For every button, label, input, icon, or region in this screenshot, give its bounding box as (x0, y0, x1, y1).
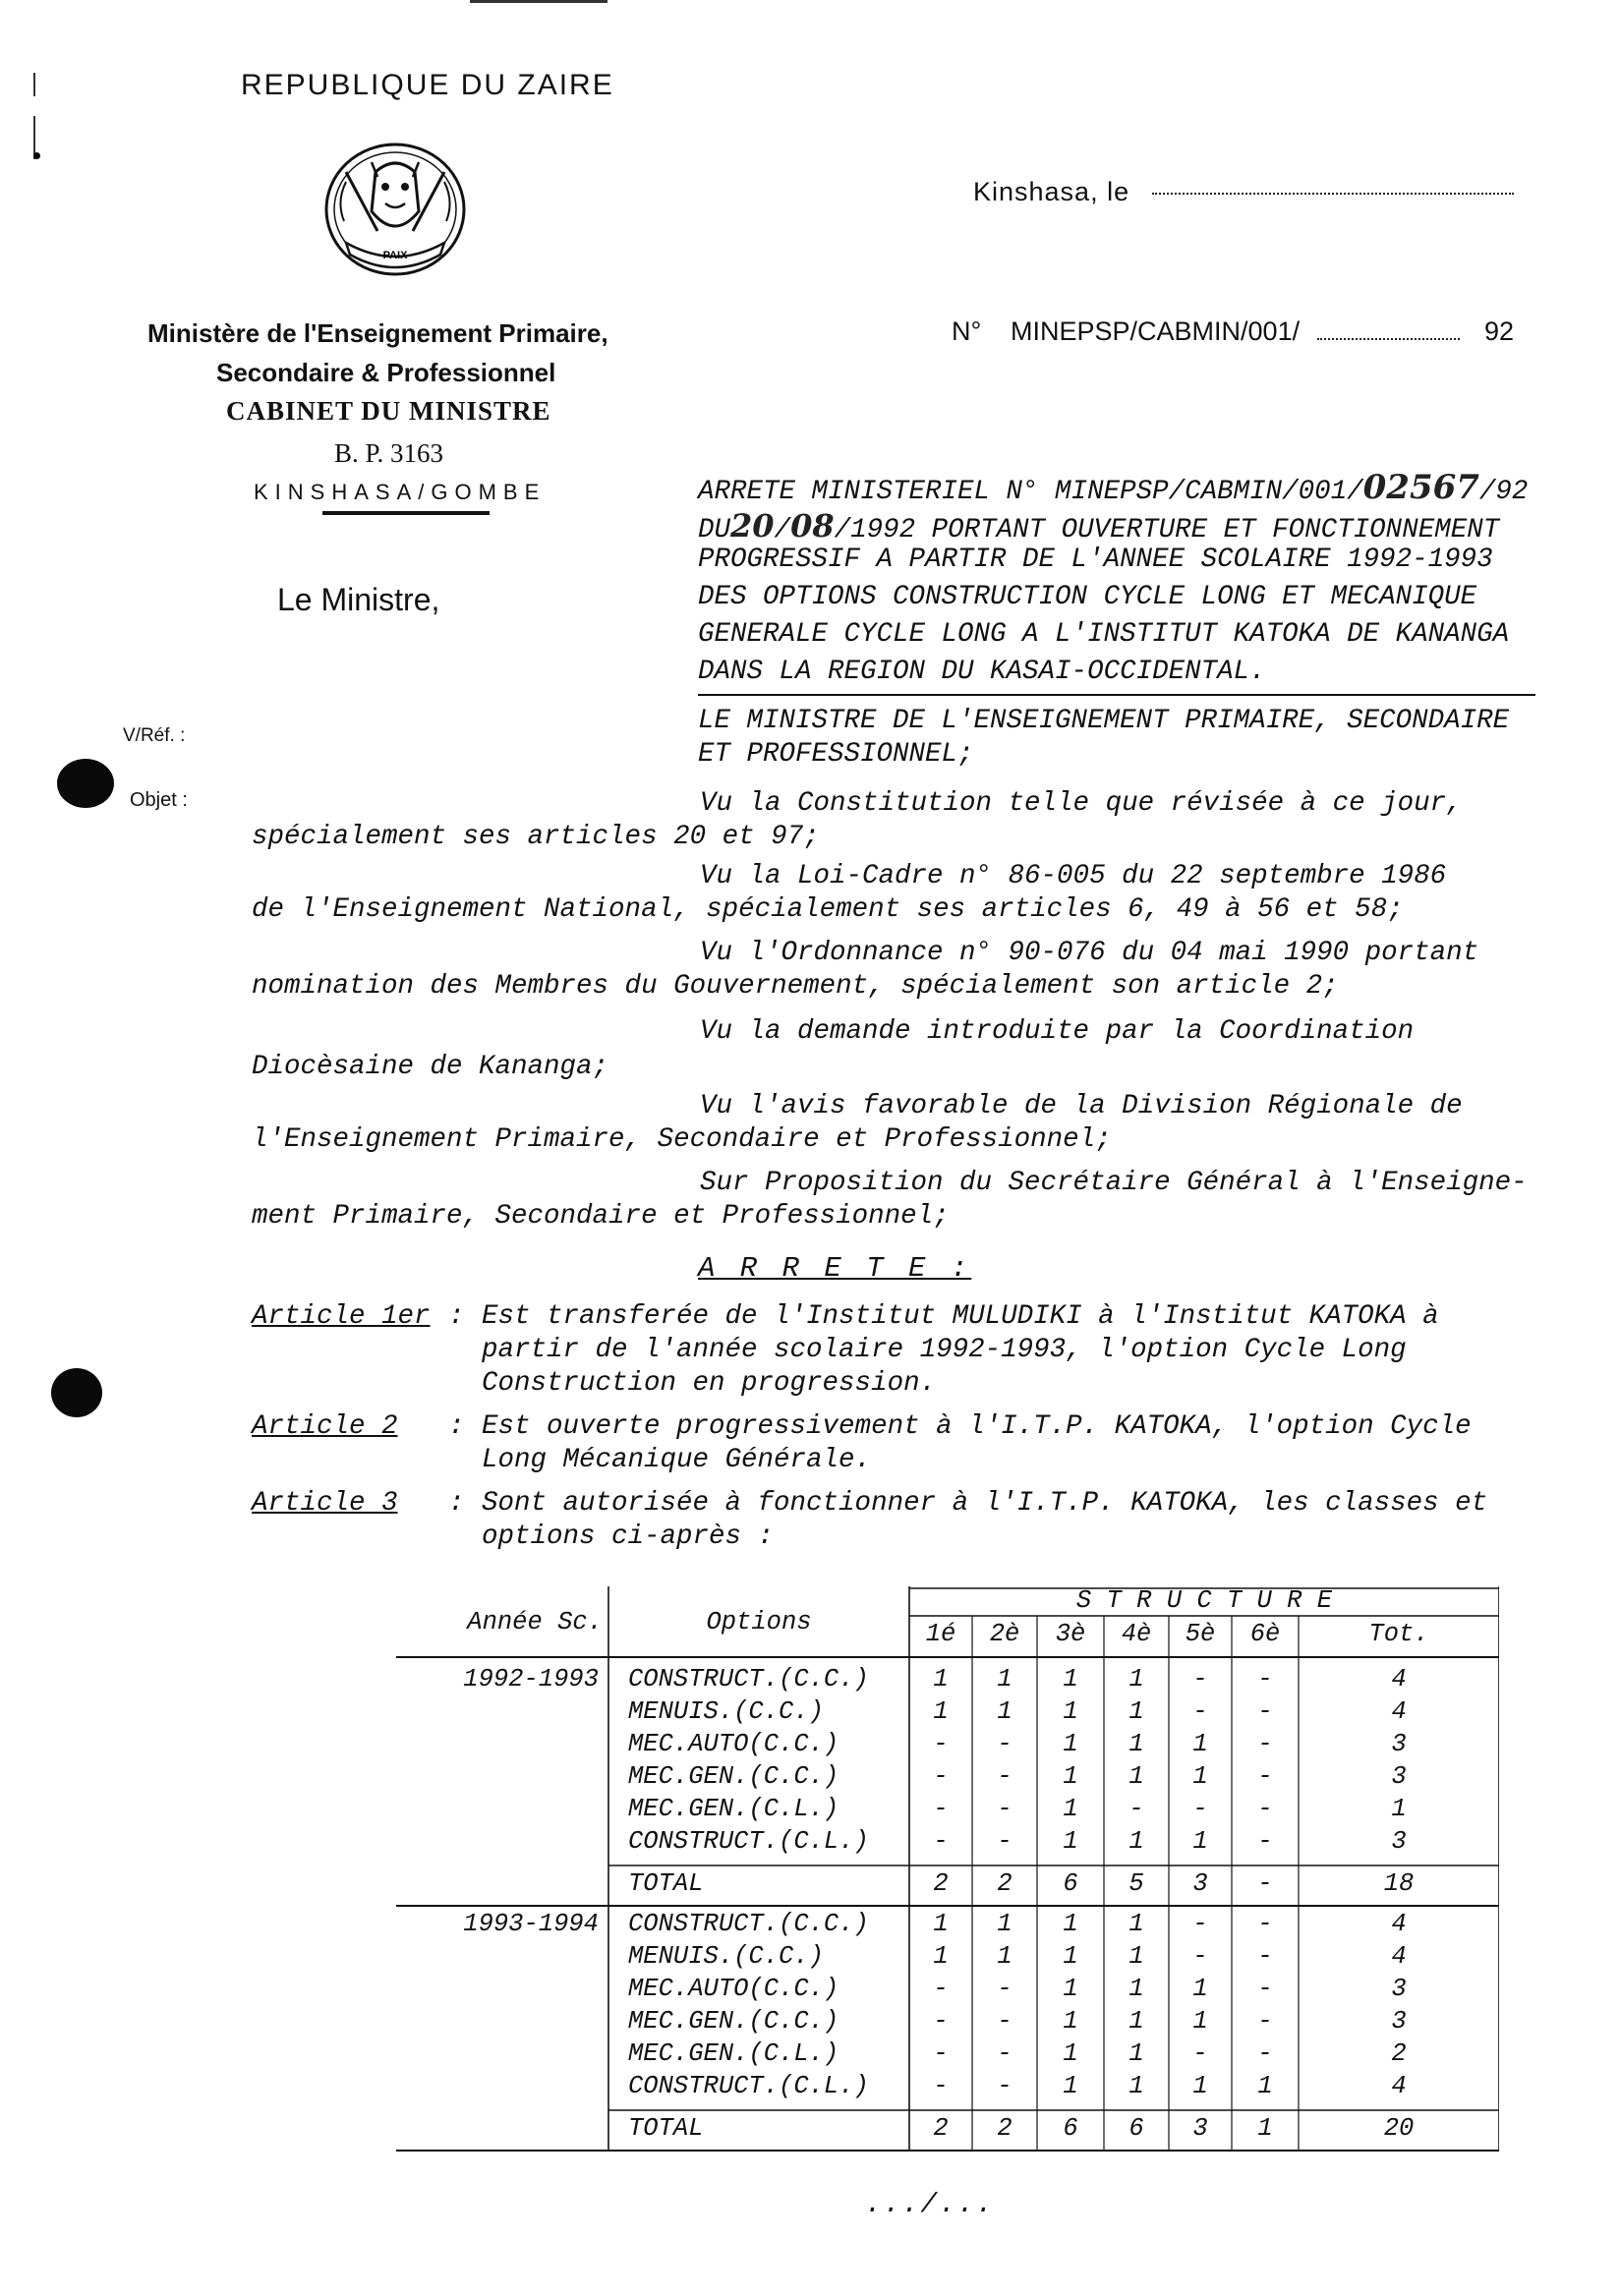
structure-value: 1 (1128, 1697, 1144, 1726)
option-name: CONSTRUCT.(C.L.) (628, 1827, 869, 1856)
structure-value: 1 (1063, 1730, 1078, 1758)
structure-value: 1 (1128, 2039, 1144, 2068)
structure-value: 1 (1063, 1827, 1078, 1856)
structure-value: 1 (1128, 1975, 1144, 2003)
structure-value: - (1128, 1795, 1144, 1823)
structure-value: - (1257, 1762, 1273, 1791)
handwritten-day: 20 (730, 507, 775, 545)
structure-value: - (933, 1730, 949, 1758)
reference-number-label: N° (952, 316, 982, 346)
structure-value: - (997, 1795, 1012, 1823)
structure-value: - (1257, 1697, 1273, 1726)
structure-value: 3 (1391, 1762, 1407, 1791)
article-1-text: partir de l'année scolaire 1992-1993, l'option Cycle Long (482, 1335, 1407, 1365)
structure-value: - (1192, 1697, 1208, 1726)
structure-value: 1 (1257, 2072, 1273, 2100)
total-value: - (1257, 1869, 1273, 1898)
total-value: 5 (1128, 1869, 1144, 1898)
title-text: DU (698, 515, 731, 545)
total-value: 6 (1128, 2114, 1144, 2143)
structure-column-header: Tot. (1368, 1620, 1429, 1648)
handwritten-month: 08 (790, 507, 835, 545)
title-line-2 (698, 507, 1499, 545)
punch-hole (33, 152, 40, 159)
total-value: 3 (1192, 1869, 1208, 1898)
title-text: ARRETE MINISTERIEL N° MINEPSP/CABMIN/001/ (698, 477, 1363, 507)
vu-ordonnance-cont: nomination des Membres du Gouvernement, spécialement son article 2; (252, 971, 1339, 1002)
city-district: KINSHASA/GOMBE (254, 480, 547, 504)
option-name: MEC.AUTO(C.C.) (628, 1975, 839, 2003)
structure-value: - (933, 1975, 949, 2003)
title-line-3: PROGRESSIF A PARTIR DE L'ANNEE SCOLAIRE 1992-1993 (698, 545, 1493, 575)
ministry-name-line1: Ministère de l'Enseignement Primaire, (147, 318, 608, 348)
structure-value: - (997, 1827, 1012, 1856)
structure-value: 1 (997, 1697, 1012, 1726)
vu-avis: Vu l'avis favorable de la Division Régionale de (700, 1091, 1463, 1121)
title-line-5: GENERALE CYCLE LONG A L'INSTITUT KATOKA DE KANANGA (698, 619, 1510, 650)
structure-value: - (1257, 2007, 1273, 2036)
structure-value: 1 (933, 1910, 949, 1938)
structure-value: 4 (1391, 1910, 1407, 1938)
total-value: 2 (997, 1869, 1012, 1898)
article-1-label: Article 1er (252, 1301, 431, 1332)
structure-value: 1 (997, 1665, 1012, 1693)
total-label: TOTAL (628, 1869, 704, 1898)
continuation-marker: .../... (865, 2190, 995, 2220)
article-3-text: options ci-après : (482, 1521, 775, 1552)
structure-value: - (1257, 1910, 1273, 1938)
place-date-label: Kinshasa, le (973, 177, 1130, 206)
article-2-text: Long Mécanique Générale. (482, 1445, 872, 1475)
title-text: / (774, 515, 791, 545)
structure-value: 1 (1128, 1942, 1144, 1971)
structure-value: - (933, 1795, 949, 1823)
structure-value: 1 (1128, 2072, 1144, 2100)
vu-constitution: Vu la Constitution telle que révisée à ce jour, (700, 788, 1463, 819)
structure-value: - (933, 2072, 949, 2100)
structure-value: 1 (1063, 2039, 1078, 2068)
divider (322, 511, 490, 515)
structure-value: 3 (1391, 1730, 1407, 1758)
option-name: MEC.AUTO(C.C.) (628, 1730, 839, 1758)
vu-avis-cont: l'Enseignement Primaire, Secondaire et Professionnel; (252, 1124, 1112, 1155)
structure-value: 1 (933, 1697, 949, 1726)
article-3-text: Sont autorisée à fonctionner à l'I.T.P. KATOKA, les classes et (482, 1488, 1488, 1519)
article-2-colon: : (448, 1411, 465, 1442)
structure-value: - (1257, 1665, 1273, 1693)
minister-line-2: ET PROFESSIONNEL; (698, 739, 974, 770)
structure-value: 3 (1391, 1827, 1407, 1856)
top-rule (470, 0, 608, 3)
structure-value: 1 (1192, 1730, 1208, 1758)
date-blank-line (1152, 193, 1514, 195)
structure-value: - (1257, 1942, 1273, 1971)
structure-value: 1 (1063, 1697, 1078, 1726)
structure-value: 1 (1063, 1795, 1078, 1823)
total-value: 6 (1063, 2114, 1078, 2143)
total-value: 3 (1192, 2114, 1208, 2143)
title-line-4: DES OPTIONS CONSTRUCTION CYCLE LONG ET MECANIQUE (698, 582, 1477, 612)
structure-value: 1 (933, 1665, 949, 1693)
structure-value: 1 (1128, 1827, 1144, 1856)
your-reference-label: V/Réf. : (123, 725, 186, 746)
structure-value: - (997, 2072, 1012, 2100)
article-3-colon: : (448, 1488, 465, 1519)
vu-constitution-cont: spécialement ses articles 20 et 97; (252, 822, 820, 852)
structure-value: - (1192, 2039, 1208, 2068)
structure-value: - (997, 1975, 1012, 2003)
structure-column-header: 1é (925, 1620, 956, 1648)
punch-hole (51, 1368, 102, 1417)
sur-proposition: Sur Proposition du Secrétaire Général à l'Enseigne- (700, 1168, 1528, 1198)
structure-value: 1 (1391, 1795, 1407, 1823)
article-2-label: Article 2 (252, 1411, 398, 1442)
vu-demande-cont: Diocèsaine de Kananga; (252, 1052, 609, 1082)
structure-value: 1 (1192, 1975, 1208, 2003)
structure-value: - (997, 2039, 1012, 2068)
seal-motto: PAIX (382, 250, 408, 261)
po-box: B. P. 3163 (334, 438, 444, 468)
title-underline (698, 694, 1535, 696)
structure-value: 1 (1128, 1910, 1144, 1938)
total-value: 2 (933, 1869, 949, 1898)
option-name: MEC.GEN.(C.C.) (628, 1762, 839, 1791)
vu-demande: Vu la demande introduite par la Coordination (700, 1016, 1415, 1047)
structure-value: 4 (1391, 2072, 1407, 2100)
structure-value: 1 (1192, 1827, 1208, 1856)
structure-value: 1 (997, 1910, 1012, 1938)
structure-value: - (997, 1762, 1012, 1791)
option-name: MENUIS.(C.C.) (628, 1942, 824, 1971)
title-text: /92 (1478, 477, 1529, 507)
vu-loi-cadre-cont: de l'Enseignement National, spécialement ses articles 6, 49 à 56 et 58; (252, 894, 1404, 925)
title-line-6: DANS LA REGION DU KASAI-OCCIDENTAL. (698, 657, 1266, 687)
option-name: MEC.GEN.(C.C.) (628, 2007, 839, 2036)
structure-value: - (933, 1762, 949, 1791)
structure-value: - (1192, 1665, 1208, 1693)
structure-value: - (1192, 1795, 1208, 1823)
option-name: CONSTRUCT.(C.L.) (628, 2072, 869, 2100)
total-label: TOTAL (628, 2114, 704, 2143)
total-value: 2 (933, 2114, 949, 2143)
option-name: MEC.GEN.(C.L.) (628, 2039, 839, 2068)
structure-value: - (1257, 1827, 1273, 1856)
structure-value: - (933, 2039, 949, 2068)
article-2-text: Est ouverte progressivement à l'I.T.P. KATOKA, l'option Cycle (482, 1411, 1472, 1442)
structure-value: - (933, 1827, 949, 1856)
structure-value: 1 (1192, 2007, 1208, 2036)
handwritten-number: 02567 (1362, 468, 1479, 507)
structure-value: 3 (1391, 2007, 1407, 2036)
option-name: CONSTRUCT.(C.C.) (628, 1665, 869, 1693)
structure-value: 1 (1063, 2072, 1078, 2100)
school-year-label: 1993-1994 (463, 1910, 599, 1938)
structure-header: S T R U C T U R E (1075, 1586, 1333, 1615)
vu-ordonnance: Vu l'Ordonnance n° 90-076 du 04 mai 1990 portant (700, 938, 1479, 968)
structure-value: - (1257, 2039, 1273, 2068)
school-year-label: 1992-1993 (463, 1665, 599, 1693)
option-name: MENUIS.(C.C.) (628, 1697, 824, 1726)
title-line-1 (698, 468, 1528, 507)
structure-value: - (1257, 1975, 1273, 2003)
structure-value: 1 (1063, 1762, 1078, 1791)
article-3-label: Article 3 (252, 1488, 398, 1519)
structure-value: 1 (997, 1942, 1012, 1971)
structure-column-header: 2è (989, 1620, 1020, 1648)
structure-value: - (933, 2007, 949, 2036)
structure-value: 1 (1063, 1942, 1078, 1971)
structure-column-header: 5è (1185, 1620, 1216, 1648)
scan-mark (33, 73, 35, 96)
structure-value: 1 (1192, 2072, 1208, 2100)
article-1-colon: : (448, 1301, 465, 1332)
reference-year: 92 (1484, 316, 1515, 346)
reference-number: MINEPSP/CABMIN/001/ (1011, 316, 1301, 346)
structure-value: - (1257, 1730, 1273, 1758)
total-value: 2 (997, 2114, 1012, 2143)
structure-column-header: 4è (1121, 1620, 1152, 1648)
structure-value: 1 (1063, 1975, 1078, 2003)
structure-value: - (1192, 1942, 1208, 1971)
structure-value: - (1257, 1795, 1273, 1823)
cabinet-heading: CABINET DU MINISTRE (226, 396, 551, 426)
signatory-label: Le Ministre, (277, 582, 440, 617)
structure-value: 1 (1192, 1762, 1208, 1791)
structure-column-header: 6è (1249, 1620, 1281, 1648)
structure-value: 1 (933, 1942, 949, 1971)
total-value: 20 (1383, 2114, 1415, 2143)
structure-value: - (997, 2007, 1012, 2036)
structure-column-header: 3è (1055, 1620, 1086, 1648)
title-text: /1992 PORTANT OUVERTURE ET FONCTIONNEMENT (834, 515, 1500, 545)
structure-value: - (997, 1730, 1012, 1758)
structure-value: 1 (1128, 2007, 1144, 2036)
total-value: 1 (1257, 2114, 1273, 2143)
structure-value: 3 (1391, 1975, 1407, 2003)
sur-proposition-cont: ment Primaire, Secondaire et Professionnel; (252, 1201, 950, 1232)
minister-line-1: LE MINISTRE DE L'ENSEIGNEMENT PRIMAIRE, SECONDAIRE (698, 706, 1510, 736)
structure-value: - (1192, 1910, 1208, 1938)
subject-label: Objet : (130, 789, 188, 811)
structure-value: 1 (1128, 1665, 1144, 1693)
article-1-text: Est transferée de l'Institut MULUDIKI à l'Institut KATOKA à (482, 1301, 1439, 1332)
structure-value: 1 (1128, 1762, 1144, 1791)
vu-loi-cadre: Vu la Loi-Cadre n° 86-005 du 22 septembre 1986 (700, 861, 1447, 891)
structure-value: 2 (1391, 2039, 1407, 2068)
column-header-year: Année Sc. (467, 1608, 603, 1636)
republic-heading: REPUBLIQUE DU ZAIRE (241, 69, 614, 101)
arrete-heading: A R R E T E : (698, 1252, 972, 1285)
structure-value: 4 (1391, 1665, 1407, 1693)
column-header-options: Options (706, 1608, 812, 1636)
article-1-text: Construction en progression. (482, 1368, 937, 1399)
class-structure-table (396, 1586, 1499, 2162)
option-name: MEC.GEN.(C.L.) (628, 1795, 839, 1823)
total-value: 6 (1063, 1869, 1078, 1898)
punch-hole (57, 759, 114, 808)
reference-blank-line (1317, 338, 1460, 340)
total-value: 18 (1383, 1869, 1415, 1898)
ministry-name-line2: Secondaire & Professionnel (216, 358, 556, 387)
structure-value: 1 (1063, 1665, 1078, 1693)
option-name: CONSTRUCT.(C.C.) (628, 1910, 869, 1938)
structure-value: 1 (1063, 2007, 1078, 2036)
structure-value: 4 (1391, 1697, 1407, 1726)
structure-value: 1 (1063, 1910, 1078, 1938)
structure-value: 4 (1391, 1942, 1407, 1971)
coat-of-arms-seal (317, 133, 474, 280)
structure-value: 1 (1128, 1730, 1144, 1758)
